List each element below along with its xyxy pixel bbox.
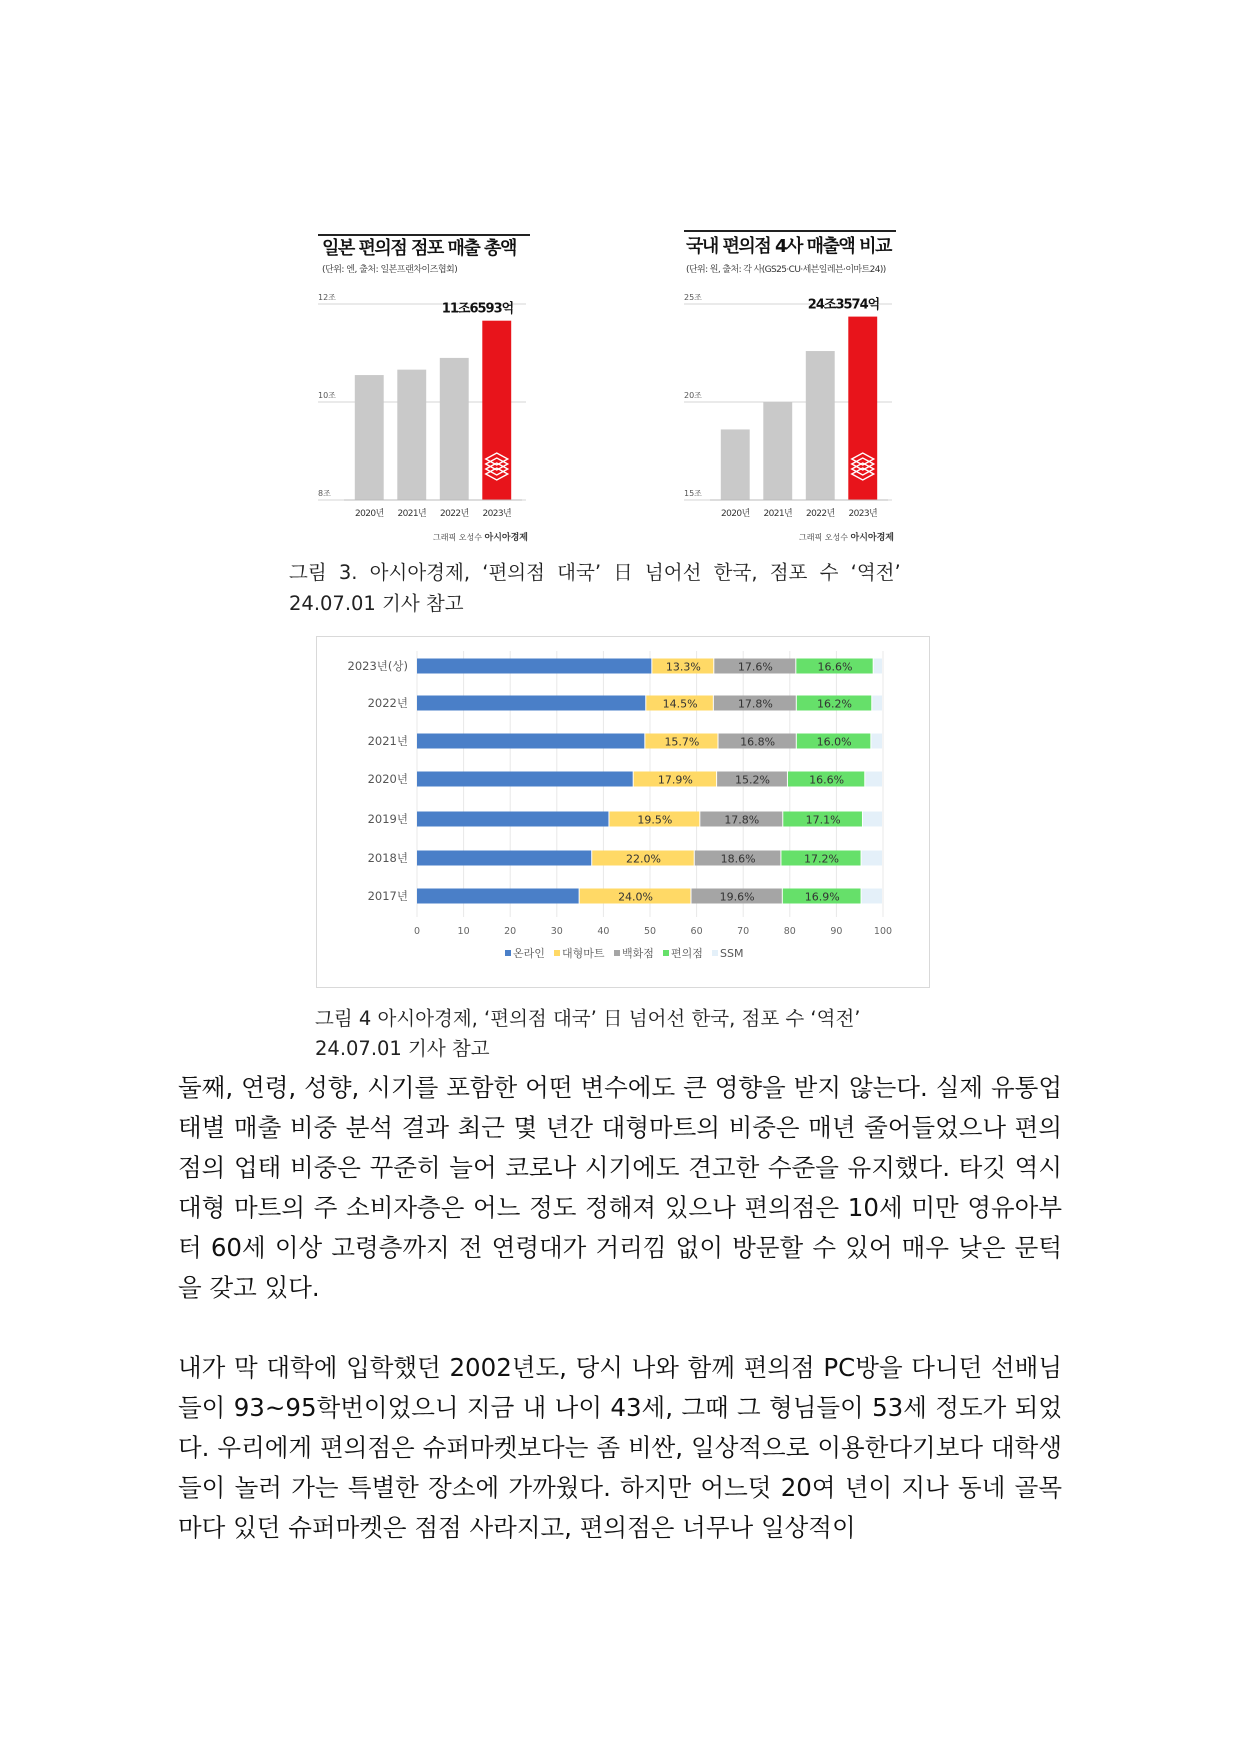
- x-tick-label: 70: [737, 926, 750, 937]
- bar-segment: [874, 659, 882, 674]
- chart-plot: [317, 637, 929, 987]
- y-category-label: 2019년: [367, 812, 408, 826]
- legend-item: [505, 946, 545, 960]
- chart-subtitle: (단위: 원, 출처: 각 사(GS25·CU·세븐일레븐·이마트24)): [686, 265, 886, 275]
- body-paragraph-2: 내가 막 대학에 입학했던 2002년도, 당시 나와 함께 편의점 PC방을 다니던 선배님들이 93~95학번이었으니 지금 내 나이 43세, 그때 그 형님들이 53세 정도가 되었다. 우리에게 편의점은 슈퍼마켓보다는 좀 비싼, 일상적으로 이용한다기보다 대학생들이 놀러 가는 특별한 장소에 가까웠다. 하지만 어느덧 20여 년이 지나 동네 골목마다 있던 슈퍼마켓은 점점 사라지고, 편의점은 너무나 일상적이: [178, 1353, 1062, 1542]
- segment-value-label: 19.5%: [637, 813, 673, 827]
- segment-value-label: 17.8%: [737, 697, 773, 711]
- bar: [721, 429, 750, 500]
- segment-value-label: 16.6%: [809, 773, 845, 787]
- y-tick-label: 10조: [318, 391, 336, 400]
- segment-value-label: 15.7%: [664, 735, 700, 749]
- x-tick-label: 2023년: [848, 509, 878, 519]
- segment-value-label: 19.6%: [719, 890, 755, 904]
- legend-item: [663, 946, 703, 960]
- legend-label: 온라인: [513, 947, 545, 960]
- bar: [763, 402, 792, 500]
- highlight-value-label: 11조6593억: [441, 301, 514, 317]
- segment-value-label: 16.8%: [740, 735, 776, 749]
- y-category-label: 2020년: [367, 772, 408, 786]
- legend-label: SSM: [720, 947, 744, 960]
- bar-segment: [417, 889, 579, 904]
- bar-segment: [863, 812, 882, 827]
- segment-value-label: 24.0%: [618, 890, 654, 904]
- bar-segment: [417, 696, 645, 711]
- chart-japan-sales: [318, 228, 540, 544]
- bar: [355, 375, 384, 500]
- bar-segment: [862, 889, 882, 904]
- x-tick-label: 2020년: [354, 509, 384, 519]
- y-category-label: 2017년: [367, 889, 408, 903]
- segment-value-label: 16.6%: [817, 660, 853, 674]
- figure-3-caption-line1: 그림 3. 아시아경제, ‘편의점 대국’ 日 넘어선 한국, 점포 수 ‘역전’: [289, 561, 901, 584]
- legend-label: 백화점: [622, 947, 654, 960]
- y-tick-label: 25조: [684, 293, 702, 302]
- legend-swatch: [663, 950, 669, 956]
- legend-swatch: [505, 950, 511, 956]
- y-tick-label: 8조: [318, 489, 331, 498]
- title-underline: [684, 230, 896, 232]
- chart-subtitle: (단위: 엔, 출처: 일본프랜차이즈협회): [322, 265, 458, 275]
- segment-value-label: 17.2%: [804, 852, 839, 866]
- chart-plot: [318, 288, 540, 544]
- x-tick-label: 10: [457, 926, 470, 937]
- bar: [806, 351, 835, 500]
- x-tick-label: 60: [690, 926, 703, 937]
- bar-segment: [417, 659, 651, 674]
- x-tick-label: 2020년: [720, 509, 750, 519]
- x-tick-label: 40: [597, 926, 610, 937]
- bar-segment: [862, 851, 882, 866]
- legend-item: [712, 947, 743, 960]
- x-tick-label: 2022년: [805, 509, 835, 519]
- chart-title: 국내 편의점 4사 매출액 비교: [686, 236, 891, 257]
- y-category-label: 2023년(상): [347, 659, 408, 673]
- legend-swatch: [712, 950, 718, 956]
- bar-segment: [417, 851, 591, 866]
- bar-segment: [872, 696, 882, 711]
- x-tick-label: 2022년: [439, 509, 469, 519]
- legend-swatch: [614, 950, 620, 956]
- y-category-label: 2021년: [367, 734, 408, 748]
- x-tick-label: 80: [783, 926, 796, 937]
- legend-label: 편의점: [671, 947, 703, 960]
- y-category-label: 2022년: [367, 696, 408, 710]
- legend-item: [614, 946, 654, 960]
- segment-value-label: 22.0%: [625, 852, 661, 866]
- x-tick-label: 100: [873, 926, 893, 937]
- figure-3-caption-line2: 24.07.01 기사 참고: [289, 592, 464, 615]
- legend-label: 대형마트: [562, 947, 605, 960]
- bar-segment: [417, 734, 644, 749]
- chart-channel-share: [316, 636, 930, 988]
- segment-value-label: 14.5%: [662, 697, 698, 711]
- title-underline: [318, 234, 530, 236]
- figure-4-caption-line2: 24.07.01 기사 참고: [315, 1037, 490, 1060]
- x-tick-label: 20: [504, 926, 517, 937]
- segment-value-label: 17.1%: [805, 813, 841, 827]
- segment-value-label: 15.2%: [735, 773, 770, 787]
- graphic-credit: 그래픽 오성수 아시아경제: [433, 533, 528, 543]
- x-tick-label: 30: [550, 926, 563, 937]
- figure-4-caption-line1: 그림 4 아시아경제, ‘편의점 대국’ 日 넘어선 한국, 점포 수 ‘역전’: [315, 1007, 861, 1030]
- legend-item: [554, 946, 605, 960]
- segment-value-label: 17.9%: [657, 773, 693, 787]
- segment-value-label: 16.9%: [804, 890, 840, 904]
- graphic-credit: 그래픽 오성수 아시아경제: [799, 533, 894, 543]
- bar-segment: [417, 812, 608, 827]
- y-tick-label: 12조: [318, 293, 336, 302]
- segment-value-label: 18.6%: [720, 852, 756, 866]
- x-tick-label: 50: [643, 926, 657, 937]
- segment-value-label: 16.2%: [817, 697, 853, 711]
- segment-value-label: 16.0%: [816, 735, 852, 749]
- bar: [397, 370, 426, 500]
- x-tick-label: 2021년: [397, 509, 427, 519]
- bar-segment: [417, 772, 633, 787]
- x-tick-label: 2023년: [482, 509, 512, 519]
- y-tick-label: 15조: [684, 489, 702, 498]
- y-tick-label: 20조: [684, 391, 702, 400]
- legend-swatch: [554, 950, 560, 956]
- highlight-value-label: 24조3574억: [807, 297, 880, 313]
- chart-title: 일본 편의점 점포 매출 총액: [322, 238, 516, 259]
- segment-value-label: 17.6%: [737, 660, 773, 674]
- y-category-label: 2018년: [367, 851, 408, 865]
- bar: [848, 317, 877, 500]
- chart-korea-4-sales: [684, 228, 906, 544]
- x-tick-label: 90: [830, 926, 843, 937]
- body-paragraph-1: 둘째, 연령, 성향, 시기를 포함한 어떤 변수에도 큰 영향을 받지 않는다. 실제 유통업태별 매출 비중 분석 결과 최근 몇 년간 대형마트의 비중은 매년 줄어들었으나 편의점의 업태 비중은 꾸준히 늘어 코로나 시기에도 견고한 수준을 유지했다. 타깃 역시 대형 마트의 주 소비자층은 어느 정도 정해져 있으나 편의점은 10세 미만 영유아부터 60세 이상 고령층까지 전 연령대가 거리낌 없이 방문할 수 있어 매우 낮은 문턱을 갖고 있다.: [178, 1073, 1062, 1302]
- bar-segment: [871, 734, 882, 749]
- segment-value-label: 17.8%: [724, 813, 760, 827]
- chart-plot: [684, 288, 906, 544]
- x-tick-label: 0: [413, 926, 421, 937]
- segment-value-label: 13.3%: [665, 660, 701, 674]
- x-tick-label: 2021년: [763, 509, 793, 519]
- bar-segment: [865, 772, 882, 787]
- bar: [440, 358, 469, 500]
